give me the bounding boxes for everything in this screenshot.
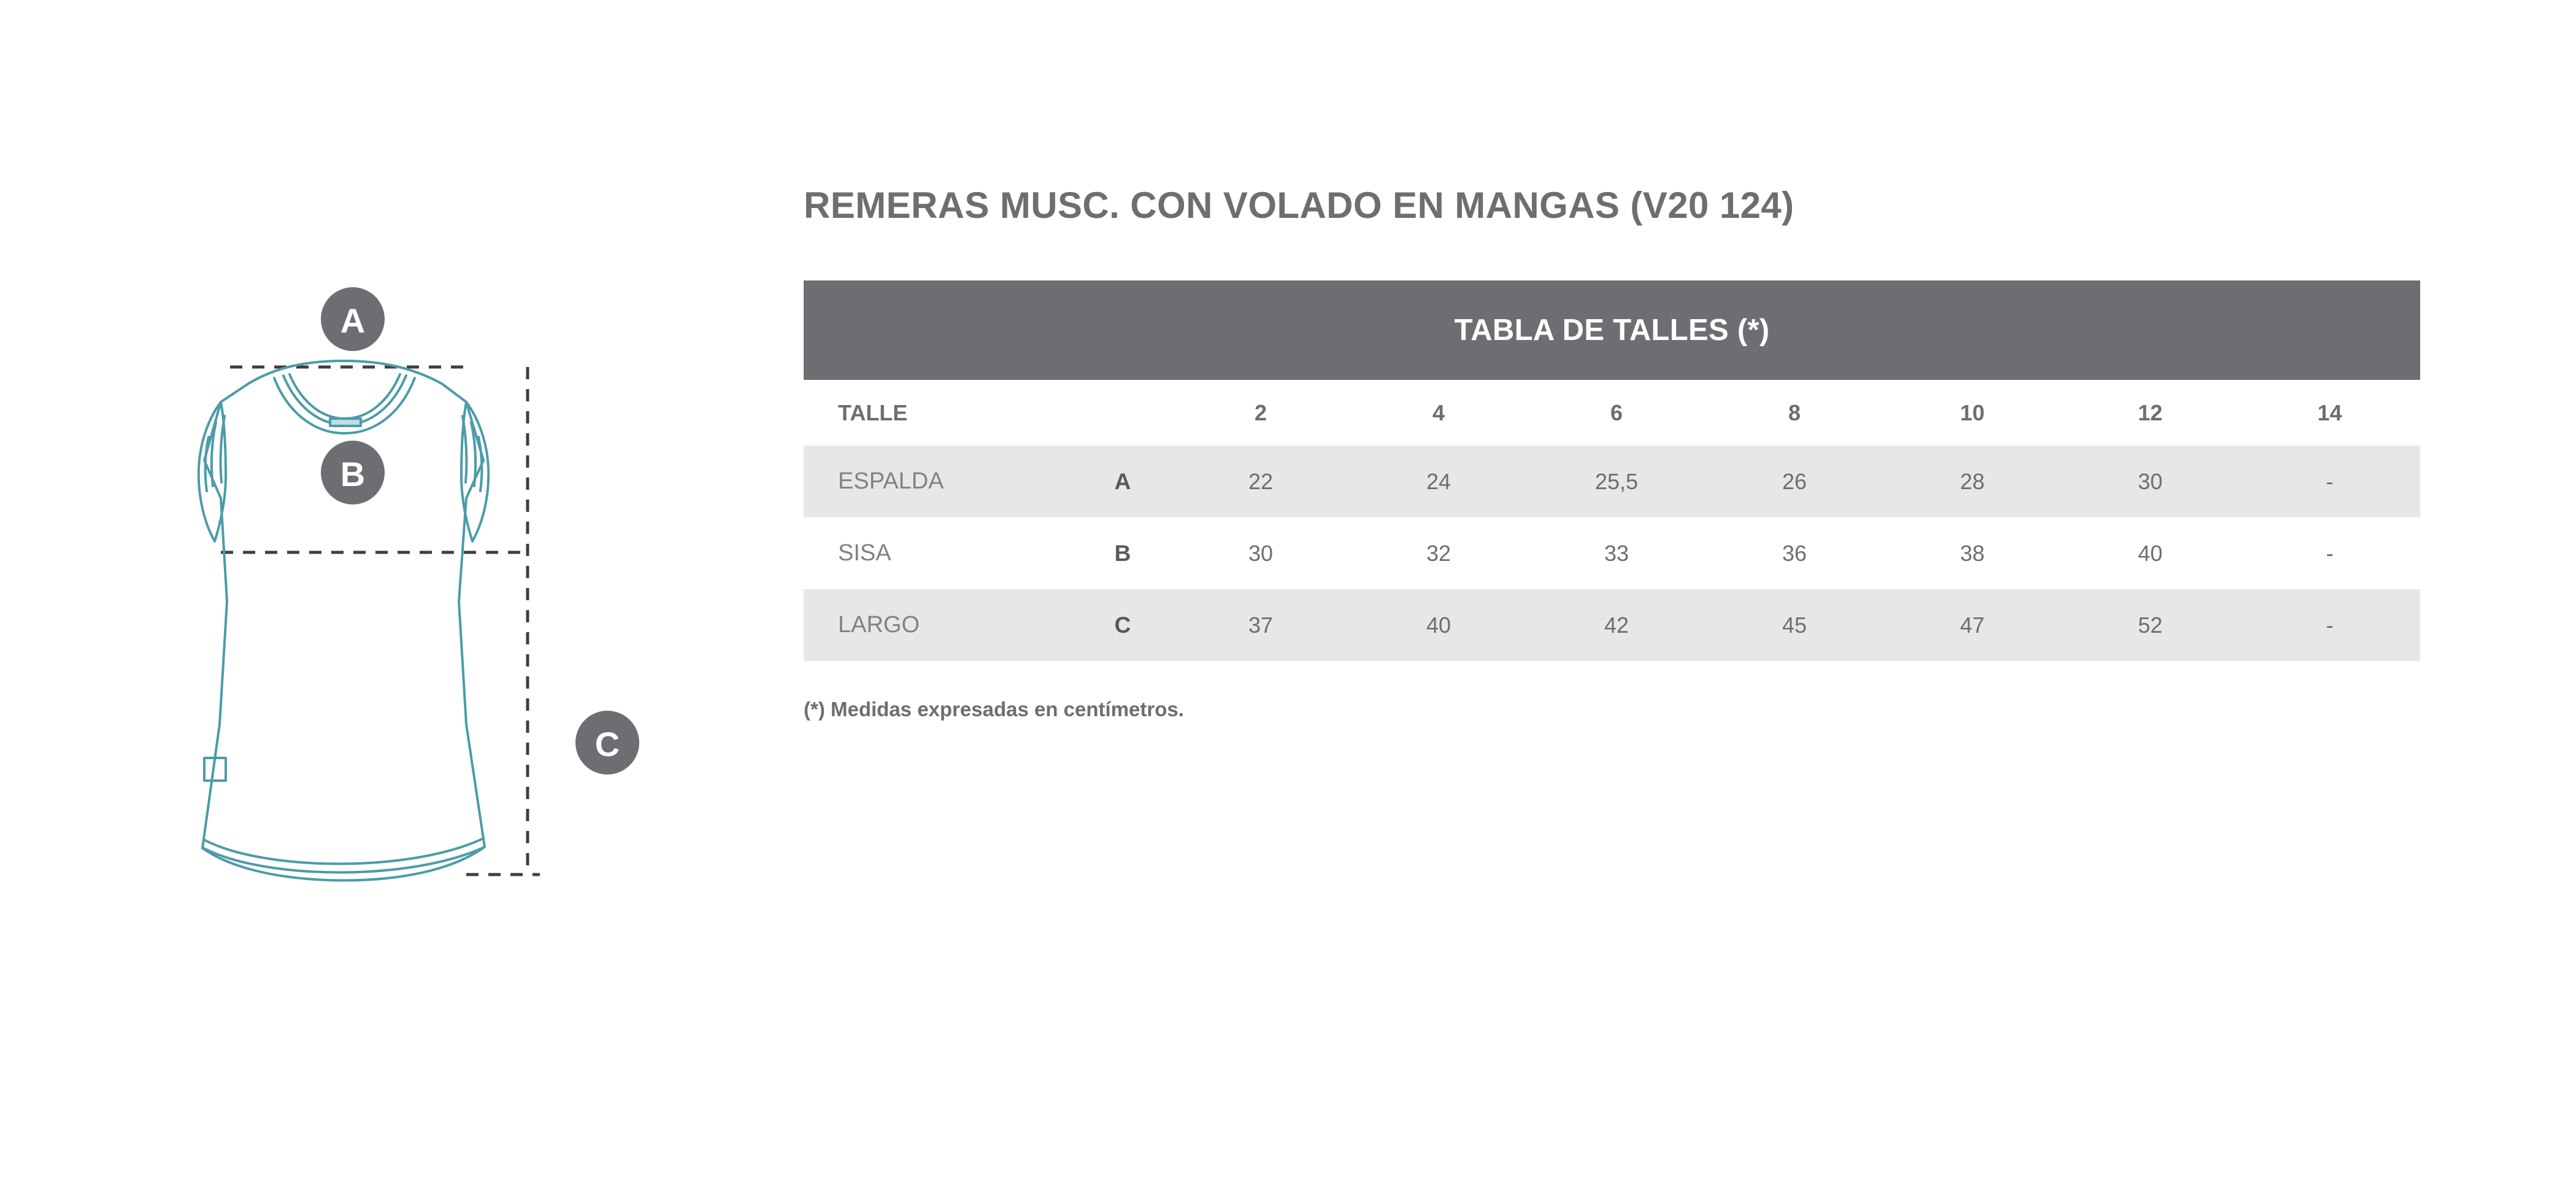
column-header-size-14: 14 (2317, 400, 2342, 425)
page-title: REMERAS MUSC. CON VOLADO EN MANGAS (V20 124) (804, 185, 1794, 226)
column-header-letter (1074, 380, 1172, 446)
table-row (804, 517, 2420, 589)
size-table (804, 280, 2420, 661)
marker-a (321, 287, 385, 351)
column-header-size-4: 4 (1432, 400, 1445, 425)
cell-espalda-2: 22 (1172, 446, 1350, 517)
row-label-sisa: SISA (804, 517, 1074, 589)
table-banner: TABLA DE TALLES (*) (804, 280, 2420, 380)
column-header-size-8: 8 (1788, 400, 1801, 425)
column-header-size-10: 10 (1959, 400, 1985, 425)
svg-text:B: B (340, 455, 366, 493)
cell-largo-4: 40 (1350, 589, 1528, 661)
garment-outline (199, 361, 489, 880)
garment-illustration (123, 258, 798, 951)
cell-sisa-2: 30 (1172, 517, 1350, 589)
column-header-talle: TALLE (838, 400, 908, 425)
cell-largo-8: 45 (1705, 589, 1883, 661)
cell-sisa-8: 36 (1705, 517, 1883, 589)
table-header-row (804, 380, 2420, 446)
table-banner-row (804, 280, 2420, 380)
svg-text:A: A (340, 301, 366, 340)
row-label-largo: LARGO (804, 589, 1074, 661)
row-letter-largo: C (1074, 589, 1172, 661)
table-row (804, 446, 2420, 517)
cell-espalda-8: 26 (1705, 446, 1883, 517)
cell-sisa-10: 38 (1883, 517, 2061, 589)
svg-text:C: C (594, 725, 620, 763)
cell-sisa-14: - (2239, 517, 2420, 589)
table-row (804, 589, 2420, 661)
cell-largo-12: 52 (2061, 589, 2239, 661)
cell-sisa-4: 32 (1350, 517, 1528, 589)
cell-largo-6: 42 (1528, 589, 1705, 661)
cell-espalda-4: 24 (1350, 446, 1528, 517)
column-header-size-2: 2 (1254, 400, 1267, 425)
cell-largo-2: 37 (1172, 589, 1350, 661)
measurement-footnote: (*) Medidas expresadas en centímetros. (804, 698, 1184, 721)
cell-espalda-10: 28 (1883, 446, 2061, 517)
marker-b (321, 441, 385, 504)
row-letter-sisa: B (1074, 517, 1172, 589)
cell-espalda-6: 25,5 (1528, 446, 1705, 517)
cell-sisa-6: 33 (1528, 517, 1705, 589)
cell-espalda-14: - (2239, 446, 2420, 517)
column-header-size-12: 12 (2137, 400, 2163, 425)
column-header-size-6: 6 (1610, 400, 1623, 425)
cell-espalda-12: 30 (2061, 446, 2239, 517)
row-label-espalda: ESPALDA (804, 446, 1074, 517)
cell-largo-14: - (2239, 589, 2420, 661)
cell-sisa-12: 40 (2061, 517, 2239, 589)
size-chart-content (804, 184, 2448, 721)
row-letter-espalda: A (1074, 446, 1172, 517)
cell-largo-10: 47 (1883, 589, 2061, 661)
marker-c (575, 711, 639, 775)
